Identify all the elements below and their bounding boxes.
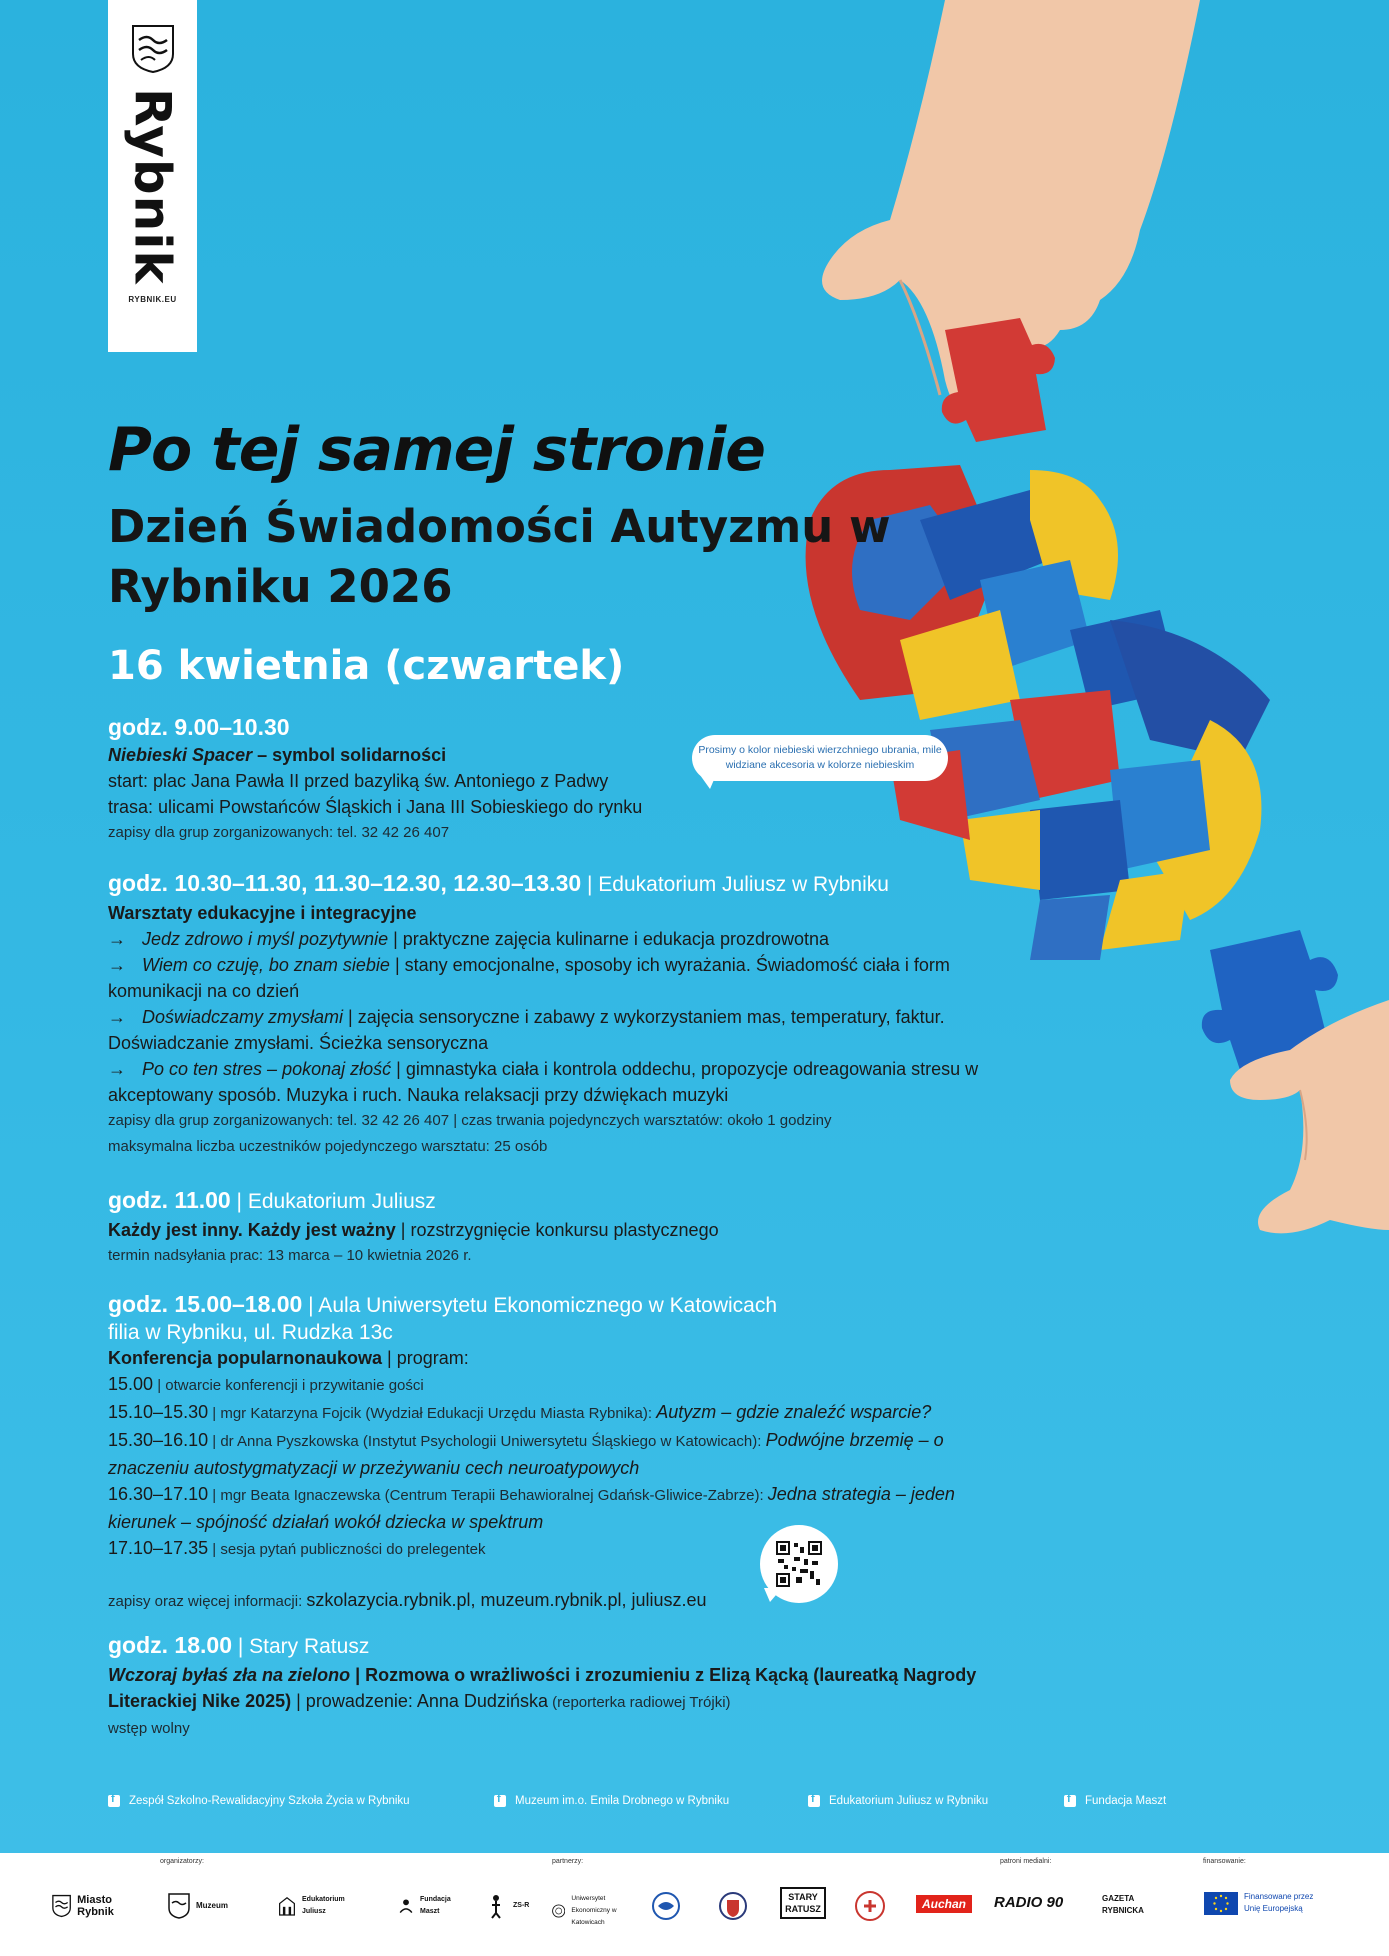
info-line: zapisy oraz więcej informacji: szkolazycia.rybnik.pl, muzeum.rybnik.pl, juliusz.eu bbox=[108, 1590, 707, 1610]
talk-place: | Stary Ratusz bbox=[231, 1635, 370, 1658]
agenda-item: 15.00 | otwarcie konferencji i przywitanie gości bbox=[108, 1374, 424, 1394]
contest-deadline: termin nadsyłania prac: 13 marca – 10 kwietnia 2026 r. bbox=[108, 1247, 472, 1264]
logo-radio90: RADIO 90 bbox=[994, 1894, 1064, 1911]
facebook-icon bbox=[494, 1795, 506, 1807]
workshops-signup: zapisy dla grup zorganizowanych: tel. 32 42 26 407 | czas trwania pojedynczych warsztatów: około 1 godziny bbox=[108, 1112, 832, 1129]
agenda-item: 17.10–17.35 | sesja pytań publiczności do prelegentek bbox=[108, 1538, 486, 1558]
logo-gazeta-rybnicka: GAZETA RYBNICKA bbox=[1102, 1894, 1144, 1915]
social-link[interactable]: f Muzeum im.o. Emila Drobnego w Rybniku bbox=[494, 1795, 729, 1807]
workshops-place: | Edukatorium Juliusz w Rybniku bbox=[581, 873, 889, 896]
talk-host-note: (reporterka radiowej Trójki) bbox=[547, 1694, 731, 1711]
walk-signup: zapisy dla grup zorganizowanych: tel. 32 42 26 407 bbox=[108, 824, 450, 841]
walk-time: godz. 9.00–10.30 bbox=[108, 714, 290, 740]
workshop-item: → Po co ten stres – pokonaj złość | gimnastyka ciała i kontrola oddechu, propozycje odreagowania stresu w akceptowany sposób. Muzyka i ruch. Nauka relaksacji przy dźwiękach muzyki bbox=[108, 1056, 1008, 1108]
figure-icon bbox=[485, 1893, 507, 1919]
social-link[interactable]: f Fundacja Maszt bbox=[1064, 1795, 1166, 1807]
walk-start: start: plac Jana Pawła II przed bazyliką św. Antoniego z Padwy bbox=[108, 771, 609, 791]
talk-host: | prowadzenie: Anna Dudzińska bbox=[291, 1691, 548, 1711]
agenda-item: 15.30–16.10 | dr Anna Pyszkowska (Instytut Psychologii Uniwersytetu Śląskiego w Katowicach): Podwójne brzemię – o znaczeniu autostygmatyzacji w przeżywaniu cech neuroatypowych bbox=[108, 1430, 944, 1478]
facebook-icon bbox=[808, 1795, 820, 1807]
arrow-icon: → bbox=[108, 929, 126, 949]
conference-time: godz. 15.00–18.00 bbox=[108, 1291, 303, 1317]
info-links[interactable]: szkolazycia.rybnik.pl, muzeum.rybnik.pl, juliusz.eu bbox=[306, 1590, 707, 1610]
talk-title: | Rozmowa o wrażliwości i zrozumieniu z Elizą Kącką (laureatką Nagrody Literackiej Nike 2025) bbox=[108, 1665, 977, 1711]
workshop-item: → Wiem co czuję, bo znam siebie | stany emocjonalne, sposoby ich wyrażania. Świadomość ciała i form komunikacji na co dzień bbox=[108, 952, 1008, 1004]
dress-code-bubble: Prosimy o kolor niebieski wierzchniego ubrania, mile widziane akcesoria w kolorze niebieskim bbox=[692, 735, 948, 781]
program-conference bbox=[108, 1289, 1008, 1615]
walk-route: trasa: ulicami Powstańców Śląskich i Jana III Sobieskiego do rynku bbox=[108, 797, 643, 817]
talk-time: godz. 18.00 bbox=[108, 1632, 232, 1658]
page-title: Po tej samej stronie bbox=[108, 415, 765, 485]
logo-edukatorium: Edukatorium Juliusz bbox=[278, 1893, 358, 1919]
logo-eu-funding: Finansowane przez Unię Europejską bbox=[1204, 1891, 1324, 1915]
building-icon bbox=[278, 1893, 296, 1919]
agenda-item: 16.30–17.10 | mgr Beata Ignaczewska (Centrum Terapii Behawioralnej Gdańsk-Gliwice-Zabrze): Jedna strategia – jeden kierunek – spójność działań wokół dziecka w spektrum bbox=[108, 1484, 955, 1532]
crest-icon bbox=[131, 24, 175, 74]
social-link[interactable]: f Edukatorium Juliusz w Rybniku bbox=[808, 1795, 988, 1807]
logo-fundacja-maszt: Fundacja Maszt bbox=[398, 1893, 458, 1919]
brand-url: RYBNIK.EU bbox=[128, 294, 177, 304]
contest-time: godz. 11.00 bbox=[108, 1187, 231, 1213]
crest-icon bbox=[168, 1893, 190, 1919]
city-logo bbox=[108, 0, 197, 352]
social-links bbox=[108, 1795, 1288, 1815]
social-link[interactable]: f Zespół Szkolno-Rewalidacyjny Szkoła Życia w Rybniku bbox=[108, 1795, 410, 1807]
event-date: 16 kwietnia (czwartek) bbox=[108, 643, 625, 689]
logo-auchan: Auchan bbox=[916, 1895, 972, 1913]
workshop-item: → Doświadczamy zmysłami | zajęcia sensoryczne i zabawy z wykorzystaniem mas, temperatury, faktur. Doświadczanie zmysłami. Ścieżka sensoryczna bbox=[108, 1004, 1008, 1056]
university-seal-icon bbox=[552, 1898, 565, 1924]
talk-book-title: Wczoraj byłaś zła na zielono bbox=[108, 1665, 351, 1685]
contest-place: | Edukatorium Juliusz bbox=[230, 1190, 436, 1213]
talk-entry: wstęp wolny bbox=[108, 1720, 190, 1737]
logo-uniwersytet: Uniwersytet Ekonomiczny w Katowicach bbox=[552, 1893, 642, 1929]
workshops-time: godz. 10.30–11.30, 11.30–12.30, 12.30–13.30 bbox=[108, 870, 582, 896]
facebook-icon bbox=[108, 1795, 120, 1807]
program-walk bbox=[108, 712, 1008, 846]
conference-place-2: filia w Rybniku, ul. Rudzka 13c bbox=[108, 1321, 393, 1344]
workshops-capacity: maksymalna liczba uczestników pojedynczego warsztatu: 25 osób bbox=[108, 1138, 548, 1155]
partner-seal-icon bbox=[650, 1891, 682, 1921]
funding-label: finansowanie: bbox=[1203, 1858, 1246, 1865]
qr-bubble-tail bbox=[764, 1588, 782, 1602]
media-label: patroni medialni: bbox=[1000, 1858, 1052, 1865]
facebook-icon bbox=[1064, 1795, 1076, 1807]
qr-code-icon[interactable] bbox=[776, 1541, 822, 1587]
arrow-icon: → bbox=[108, 1059, 126, 1079]
partner-emblem-icon bbox=[854, 1890, 886, 1922]
conference-title: Konferencja popularnonaukowa bbox=[108, 1348, 383, 1368]
agenda-item: 15.10–15.30 | mgr Katarzyna Fojcik (Wydział Edukacji Urzędu Miasta Rybnika): Autyzm – gdzie znaleźć wsparcie? bbox=[108, 1402, 932, 1422]
eu-flag-icon bbox=[1204, 1892, 1238, 1915]
contest-title: Każdy jest inny. Każdy jest ważny bbox=[108, 1220, 396, 1240]
walk-title-rest: – symbol solidarności bbox=[252, 745, 447, 765]
walk-title: Niebieski Spacer bbox=[108, 745, 253, 765]
conference-place: | Aula Uniwersytetu Ekonomicznego w Katowicach bbox=[302, 1294, 778, 1317]
logo-miasto-rybnik: Miasto Rybnik bbox=[52, 1893, 142, 1919]
hands-icon bbox=[398, 1893, 414, 1919]
partner-crest-icon bbox=[718, 1890, 748, 1922]
conference-title-rest: | program: bbox=[382, 1348, 469, 1368]
crest-icon bbox=[52, 1893, 71, 1919]
program-talk bbox=[108, 1630, 988, 1742]
workshops-title: Warsztaty edukacyjne i integracyjne bbox=[108, 903, 417, 923]
footer-logos bbox=[0, 1853, 1389, 1956]
program-contest bbox=[108, 1185, 1008, 1269]
contest-title-rest: | rozstrzygnięcie konkursu plastycznego bbox=[395, 1220, 719, 1240]
partners-label: partnerzy: bbox=[552, 1858, 584, 1865]
logo-zsr: ZS-R bbox=[485, 1893, 529, 1919]
logo-stary-ratusz: STARY RATUSZ bbox=[780, 1887, 826, 1919]
arrow-icon: → bbox=[108, 955, 126, 975]
organizers-label: organizatorzy: bbox=[160, 1858, 204, 1865]
arrow-icon: → bbox=[108, 1007, 126, 1027]
program-workshops bbox=[108, 868, 1008, 1160]
logo-muzeum: Muzeum bbox=[168, 1893, 228, 1919]
page-subtitle: Dzień Świadomości Autyzmu w Rybniku 2026 bbox=[108, 500, 891, 613]
workshop-item: → Jedz zdrowo i myśl pozytywnie | praktyczne zajęcia kulinarne i edukacja prozdrowotna bbox=[108, 926, 1008, 952]
brand-name: Rybnik bbox=[123, 88, 182, 285]
